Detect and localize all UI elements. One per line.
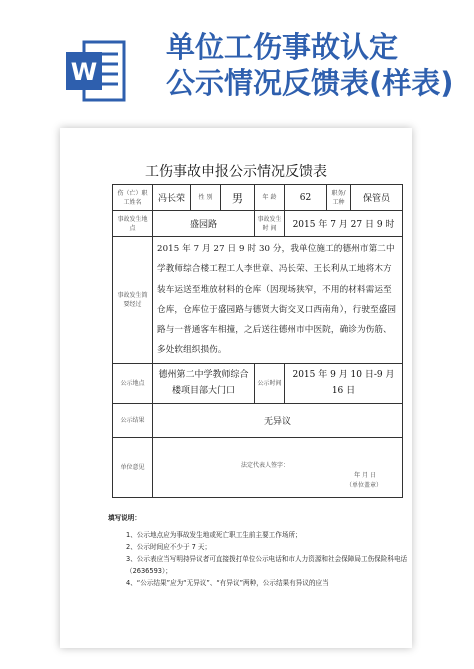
opinion-cell <box>153 437 403 497</box>
accident-time-value: 2015 年 7 月 27 日 9 时 <box>285 211 403 237</box>
job-value: 保管员 <box>351 185 403 211</box>
form-row-accident <box>113 211 403 237</box>
accident-place-label: 事故发生地 点 <box>113 211 153 237</box>
banner <box>0 0 474 125</box>
instruction-item: 3、公示表应当写明持异议者可直接拨打单位公示电话和市人力资源和社会保障局工伤保险科电话（2636593）； <box>126 555 408 575</box>
publicity-time-value: 2015 年 9 月 10 日-9 月 16 日 <box>285 363 403 403</box>
job-label: 职务/工种 <box>327 185 351 211</box>
gender-label: 性 别 <box>191 185 221 211</box>
publicity-place-label: 公示地点 <box>113 363 153 403</box>
instructions-heading: 填写说明： <box>108 514 141 522</box>
publicity-place-value: 德州第二中学教师综合楼项目部大门口 <box>153 363 255 403</box>
description-label: 事故发生简要经过 <box>113 237 153 364</box>
seal-label: （单位盖章） <box>345 481 382 489</box>
age-label: 年 龄 <box>255 185 285 211</box>
form-row-opinion <box>113 437 403 497</box>
word-document-icon <box>66 38 126 104</box>
form-row-worker <box>113 185 403 211</box>
document-title: 工伤事故申报公示情况反馈表 <box>145 164 327 180</box>
legal-representative-signature-label: 法定代表人签字： <box>241 461 290 469</box>
instructions <box>108 512 408 589</box>
document-page <box>60 128 412 648</box>
banner-title-line1: 单位工伤事故认定 <box>166 30 399 64</box>
form-row-publicity <box>113 363 403 403</box>
opinion-label: 单位意见 <box>113 437 153 497</box>
name-value: 冯长荣 <box>153 185 191 211</box>
banner-title-line2: 公示情况反馈表(样表) <box>166 66 454 100</box>
report-form-table <box>112 184 403 498</box>
result-label: 公示结果 <box>113 403 153 437</box>
banner-title <box>166 30 454 100</box>
form-row-result <box>113 403 403 437</box>
name-label: 伤（亡）职工姓名 <box>113 185 153 211</box>
instruction-item: 1、公示地点应为事故发生地或死亡职工生前主要工作场所； <box>126 531 302 539</box>
description-value: 2015 年 7 月 27 日 9 时 30 分，我单位施工的德州市第二中学教师综合楼工程工人李世章、冯长荣、王长利从工地将木方装车运送至堆放材料的仓库（因现场狭窄，不用的材料需运至仓库，仓库位于盛园路与德贤大街交叉口西南角），行驶至盛园路与一普通客车相撞，之后送往德州市中医院，确诊为伤筋、多处软组织损伤。 <box>153 237 403 364</box>
word-logo-letter: W <box>70 58 98 86</box>
instruction-item: 2、公示时间应不少于 7 天； <box>126 543 212 551</box>
instruction-item: 4、“公示结果”应为“无异议”、“有异议”两种，公示结果有异议的应当 <box>126 579 329 587</box>
age-value: 62 <box>285 185 327 211</box>
accident-time-label: 事故发生时 间 <box>255 211 285 237</box>
date-label: 年 月 日 <box>354 471 376 479</box>
result-value: 无异议 <box>153 403 403 437</box>
accident-place-value: 盛园路 <box>153 211 255 237</box>
publicity-time-label: 公示时间 <box>255 363 285 403</box>
form-row-description <box>113 237 403 364</box>
gender-value: 男 <box>221 185 255 211</box>
